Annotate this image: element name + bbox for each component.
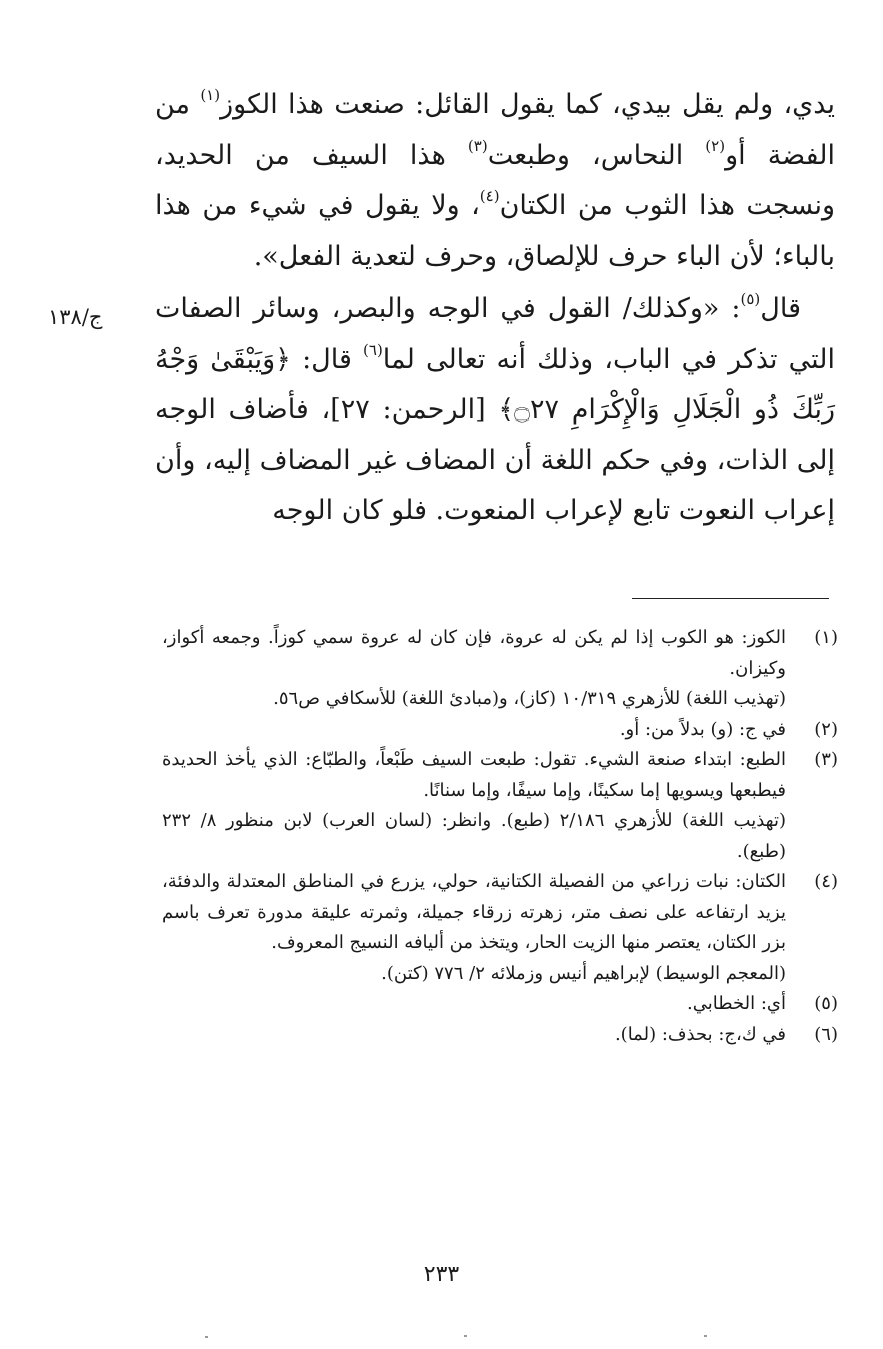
text-run: ، ولا يقول في شيء من هذا بالباء؛ لأن الباء حرف للإلصاق، وحرف لتعدية الفعل». [155, 190, 835, 272]
footnote-1 [162, 623, 838, 715]
footnote-5 [162, 989, 838, 1020]
footnote-text: في ج: (و) بدلاً من: أو. [619, 718, 786, 740]
footnote-ref-2[interactable]: (٢) [705, 136, 726, 155]
scan-speck [704, 1335, 707, 1337]
text-run: هذا السيف من الحديد، ونسجت هذا الثوب من الكتان [155, 139, 835, 221]
footnote-number: (٥) [814, 993, 838, 1014]
footnote-number: (٤) [814, 871, 838, 892]
footnote-ref-1[interactable]: (١) [200, 86, 221, 104]
footnote-6 [162, 1020, 838, 1051]
footnote-number: (١) [814, 627, 838, 648]
footnote-3 [162, 745, 838, 867]
footnote-source: (المعجم الوسيط) لإبراهيم أنيس وزملائه ٢/ ٧٧٦ (كتن). [381, 962, 786, 984]
footnote-text: في ك،ج: بحذف: (لما). [614, 1023, 786, 1045]
footnote-text: الكوز: هو الكوب إذا لم يكن له عروة، فإن كان له عروة سمي كوزاً. وجمعه أكواز، وكيزان. [162, 627, 786, 679]
footnote-text: الطبع: ابتداء صنعة الشيء. تقول: طبعت السيف طَبْعاً، والطبّاع: الذي يأخذ الحديدة فيطبعها ويسويها إما سكينًا، وإما سيفًا، وإما سنانًا. [162, 749, 786, 801]
text-run: قال [760, 293, 801, 324]
page-number: ٢٣٣ [423, 1262, 460, 1287]
paragraph-2 [155, 284, 835, 537]
footnote-text: الكتان: نبات زراعي من الفصيلة الكتانية، حولي، يزرع في المناطق المعتدلة والدفئة، يزيد ارتفاعه على نصف متر، زهرته زرقاء جميلة، وثمرته عليقة مدورة تعرف باسم بزر الكتان، يعتصر منها الزيت الحار، ويتخذ من أليافه النسيج المعروف. [162, 871, 787, 953]
footnote-number: (٦) [814, 1023, 838, 1045]
footnote-number: (٢) [814, 718, 838, 740]
footnote-source: (تهذيب اللغة) للأزهري ١٠/٣١٩ (كاز)، و(مبادئ اللغة) للأسكافي ص٥٦. [273, 688, 786, 709]
scan-speck [205, 1336, 208, 1338]
text-run: النحاس، وطبعت [487, 139, 706, 171]
footnote-4 [162, 867, 838, 989]
scan-speck [464, 1335, 467, 1337]
footnotes [162, 623, 838, 1050]
text-run: من الفضة أو [155, 89, 835, 171]
text-run: يدي، ولم يقل بيدي، كما يقول القائل: صنعت هذا الكوز [220, 89, 835, 120]
main-text [155, 80, 835, 537]
footnote-ref-4[interactable]: (٤) [479, 187, 500, 205]
footnote-source: (تهذيب اللغة) للأزهري ٢/١٨٦ (طبع). وانظر: (لسان العرب) لابن منظور ٨/ ٢٣٢ (طبع). [162, 810, 786, 862]
text-run: : «وكذلك/ القول في الوجه والبصر، وسائر الصفات التي تذكر في الباب، وذلك أنه تعالى لما [155, 293, 835, 375]
manuscript-page-reference: ج/١٣٨ [48, 305, 103, 329]
footnote-ref-5[interactable]: (٥) [740, 290, 761, 308]
footnote-number: (٣) [814, 749, 838, 770]
footnote-2 [162, 715, 838, 746]
footnote-text: أي: الخطابي. [687, 993, 786, 1014]
footnote-separator [632, 598, 829, 599]
text-run: قال: ﴿وَيَبْقَىٰ وَجْهُ رَبِّكَ ذُو الْجَلَالِ وَالْإِكْرَامِ ۝٢٧﴾ [الرحمن: ٢٧]، فأضاف الوجه إلى الذات، وفي حكم اللغة أن المضاف غير المضاف إليه، وأن إعراب النعوت تابع لإعراب المنعوت. فلو كان الوجه [155, 343, 836, 526]
paragraph-1 [155, 80, 835, 282]
footnote-ref-6[interactable]: (٦) [363, 340, 383, 359]
footnote-ref-3[interactable]: (٣) [467, 136, 488, 155]
